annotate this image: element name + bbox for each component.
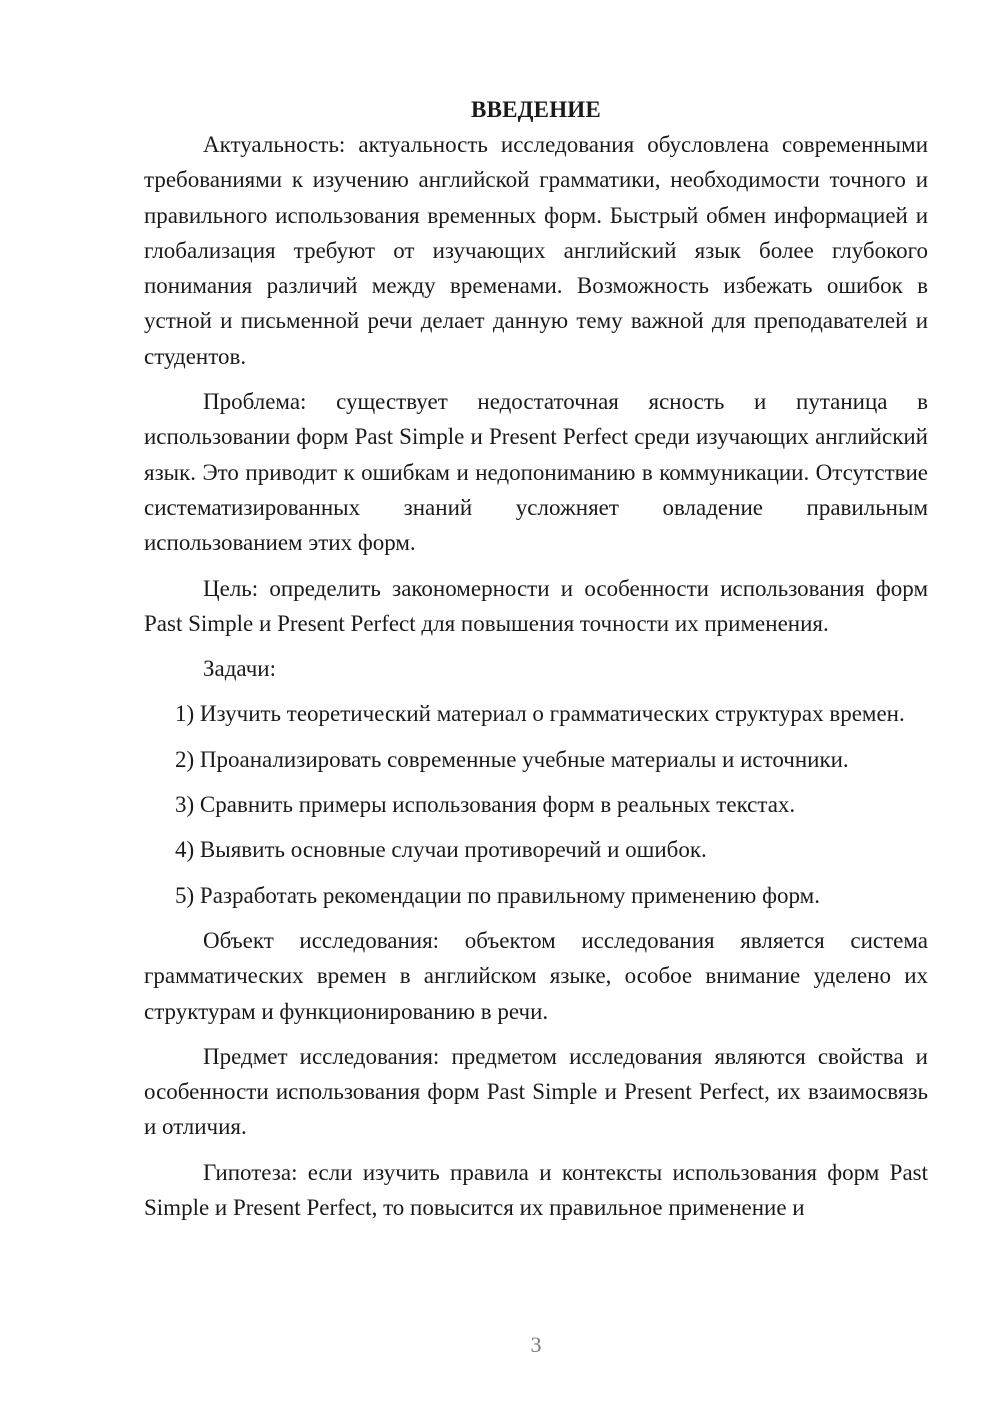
paragraph-gap: [144, 913, 928, 923]
paragraph-gap: [144, 732, 928, 742]
paragraph-gap: [144, 641, 928, 651]
paragraph-gap: [144, 777, 928, 787]
paragraph-goal: Цель: определить закономерности и особенности использования форм Past Simple и Present Perfect для повышения точности их применения.: [144, 575, 928, 636]
paragraph-hypothesis: Гипотеза: если изучить правила и контексты использования форм Past Simple и Present Perfect, то повысится их правильное применение и: [144, 1159, 928, 1221]
paragraph-gap: [144, 561, 928, 571]
paragraph-object: Объект исследования: объектом исследования является система грамматических времен в английском языке, особое внимание уделено их структурам и функционированию в речи.: [144, 927, 928, 1024]
page-number: 3: [530, 1332, 542, 1357]
section-heading: ВВЕДЕНИЕ: [471, 97, 601, 122]
paragraph-problem: Проблема: существует недостаточная ясность и путаница в использовании форм Past Simple и Present Perfect среди изучающих английский язык. Это приводит к ошибкам и недопониманию в коммуникации. Отсутствие систематизированных знаний усложняет овладение правильным использованием этих форм.: [144, 389, 928, 556]
paragraph-gap: [144, 822, 928, 832]
task-item: 4) Выявить основные случаи противоречий и ошибок.: [175, 837, 707, 863]
task-item: 2) Проанализировать современные учебные материалы и источники.: [175, 746, 849, 772]
tasks-heading: Задачи:: [203, 656, 276, 682]
paragraph-gap: [144, 868, 928, 878]
task-item: 5) Разработать рекомендации по правильному применению форм.: [175, 882, 820, 908]
paragraph-gap: [144, 1029, 928, 1039]
task-item: 1) Изучить теоретический материал о грамматических структурах времен.: [175, 701, 905, 727]
paragraph-gap: [144, 686, 928, 696]
paragraph-gap: [144, 374, 928, 384]
paragraph-relevance: Актуальность: актуальность исследования обусловлена современными требованиями к изучению английской грамматики, необходимости точного и правильного использования временных форм. Быстрый обмен информацией и глобализация требуют от изучающих английский язык более глубокого понимания различий между временами. Возможность избежать ошибок в устной и письменной речи делает данную тему важной для преподавателей и студентов.: [144, 132, 928, 369]
task-item: 3) Сравнить примеры использования форм в реальных текстах.: [175, 792, 796, 818]
paragraph-subject: Предмет исследования: предметом исследования являются свойства и особенности использования форм Past Simple и Present Perfect, их взаимосвязь и отличия.: [144, 1043, 928, 1140]
document-page: [144, 92, 928, 1225]
paragraph-gap: [144, 1145, 928, 1155]
